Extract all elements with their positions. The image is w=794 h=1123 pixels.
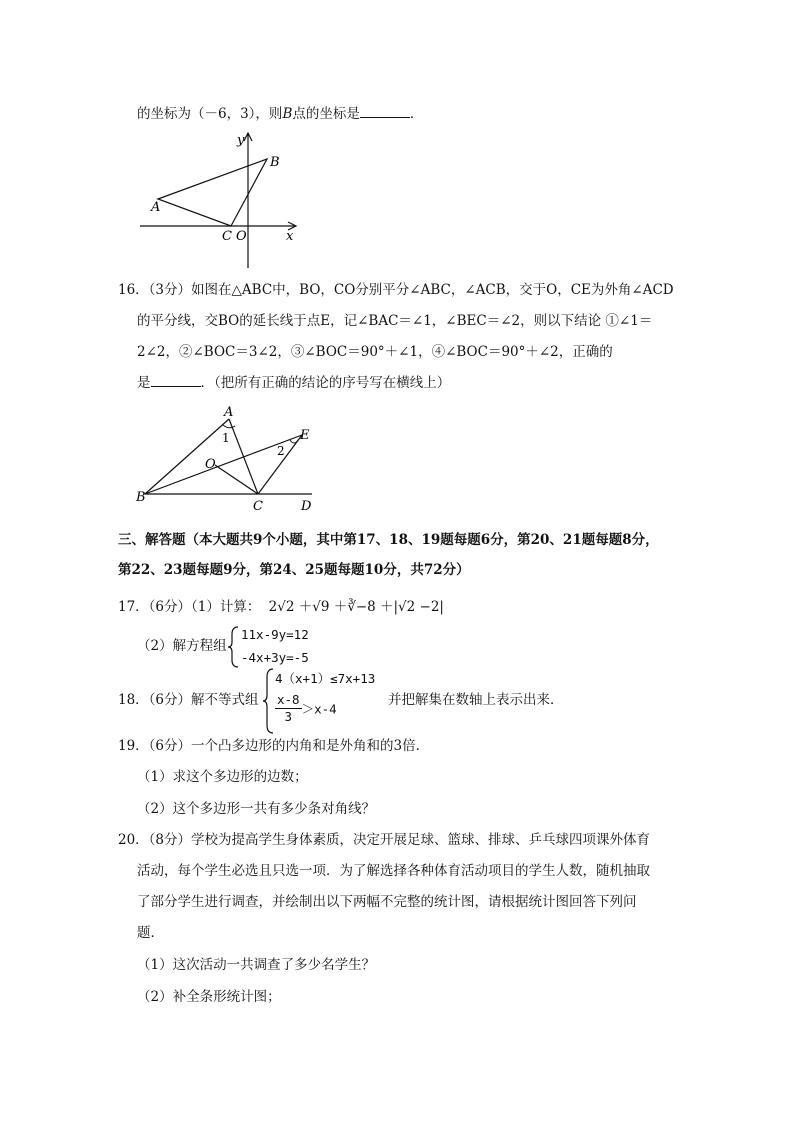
point-b-label: B bbox=[136, 490, 146, 505]
segment-ba bbox=[145, 419, 229, 494]
q17-eq2: -4x+3y=-5 bbox=[241, 650, 309, 665]
q18-frac-num: x-8 bbox=[277, 692, 300, 707]
point-e-label: E bbox=[300, 428, 310, 443]
section3-line1: 三、解答题（本大题共9个小题，其中第17、18、19题每题6分，第20、21题每题8分， bbox=[118, 532, 659, 548]
q15-tail-line bbox=[137, 103, 423, 124]
q15-figure bbox=[130, 128, 310, 270]
q20-sub1: （1）这次活动一共调查了多少名学生？ bbox=[137, 957, 376, 973]
q19-sub2: （2）这个多边形一共有多少条对角线？ bbox=[137, 801, 376, 817]
q15-answer-blank bbox=[360, 103, 410, 118]
q20-line1: 20．（8分）学校为提高学生身体素质，决定开展足球、篮球、排球、乒乓球四项课外体育 bbox=[118, 832, 651, 848]
x-axis-label: x bbox=[286, 229, 294, 244]
angle-1-label: 1 bbox=[222, 431, 230, 445]
angle-2-label: 2 bbox=[277, 444, 285, 458]
q16-line4-a: 是 bbox=[137, 375, 151, 391]
q18-label: 18．（6分）解不等式组 bbox=[118, 692, 259, 708]
point-o-label: O bbox=[205, 457, 216, 472]
q17-brace bbox=[228, 626, 240, 668]
q15-text-after: 点的坐标是 bbox=[292, 106, 360, 122]
segment-oc bbox=[215, 465, 258, 494]
q18-ineq2-rest: ＞x-4 bbox=[301, 701, 337, 717]
q17-expression: 2√2 ＋√9 ＋∛−8 ＋|√2 −2| bbox=[268, 599, 444, 615]
q15-end: ． bbox=[409, 106, 424, 122]
q20-line3: 了部分学生进行调查，并绘制出以下两幅不完整的统计图，请根据统计图回答下列问 bbox=[137, 894, 637, 910]
point-b-label: B bbox=[270, 155, 280, 170]
point-a-label: A bbox=[151, 200, 161, 215]
q20-sub2: （2）补全条形统计图； bbox=[137, 989, 281, 1005]
q17-part2-label: （2）解方程组 bbox=[137, 638, 227, 654]
q19-line1: 19．（6分）一个凸多边形的内角和是外角和的3倍． bbox=[118, 738, 430, 754]
q19-sub1: （1）求这个多边形的边数； bbox=[137, 769, 308, 785]
q17-eq1: 11x-9y=12 bbox=[241, 627, 309, 642]
q16-line4-b: ．（把所有正确的结论的序号写在横线上） bbox=[200, 375, 451, 391]
q17-line1 bbox=[118, 597, 444, 617]
q18-ineq1: 4（x+1）≤7x+13 bbox=[275, 671, 376, 686]
angle-1-arc bbox=[223, 425, 235, 428]
q18-fraction bbox=[275, 692, 302, 725]
q18-tail: 并把解集在数轴上表示出来． bbox=[388, 692, 564, 708]
section3-line2: 第22、23题每题9分，第24、25题每题10分，共72分） bbox=[118, 562, 470, 578]
q18-frac-den: 3 bbox=[284, 709, 293, 724]
point-c-label: C bbox=[222, 229, 232, 244]
q16-line3: 2∠2，②∠BOC＝3∠2，③∠BOC＝90°＋∠1，④∠BOC＝90°＋∠2，正确的 bbox=[137, 344, 613, 360]
q20-line4: 题． bbox=[137, 925, 164, 941]
q18-brace bbox=[263, 668, 275, 734]
q18-ineq2 bbox=[275, 692, 337, 725]
q17-label: 17．（6分）（1）计算： bbox=[118, 599, 261, 615]
triangle-abc bbox=[158, 159, 267, 226]
q16-answer-blank bbox=[151, 372, 201, 387]
q20-line2: 活动，每个学生必选且只选一项．为了解选择各种体育活动项目的学生人数，随机抽取 bbox=[137, 863, 650, 879]
q16-figure bbox=[132, 402, 332, 514]
point-a-label: A bbox=[224, 405, 234, 420]
point-o-label: O bbox=[236, 229, 247, 244]
q16-line1: 16．（3分）如图在△ABC中，BO，CO分别平分∠ABC，∠ACB，交于O，CE为外角∠ACD bbox=[118, 282, 674, 298]
point-d-label: D bbox=[301, 499, 312, 514]
q15-text-before: 的坐标为（－6，3），则 bbox=[137, 106, 283, 122]
y-axis-label: y bbox=[237, 133, 245, 148]
q15-point: B bbox=[282, 106, 293, 122]
point-c-label: C bbox=[253, 499, 263, 514]
q16-line2: 的平分线，交BO的延长线于点E，记∠BAC＝∠1，∠BEC＝∠2，则以下结论 ①∠1＝ bbox=[137, 313, 653, 329]
q16-line4 bbox=[137, 372, 450, 393]
